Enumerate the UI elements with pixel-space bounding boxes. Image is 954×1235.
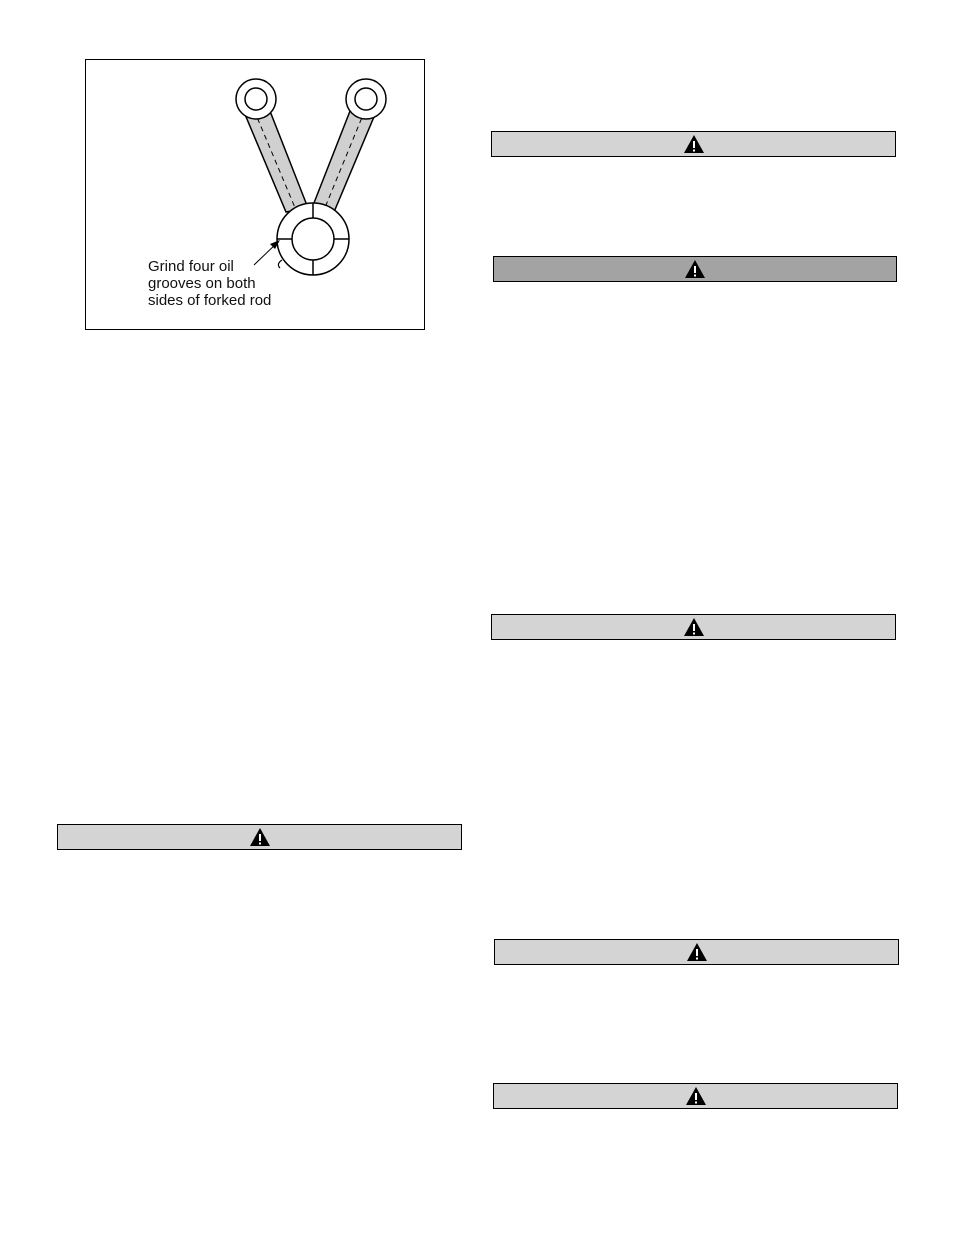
warning-bar-2 [493, 256, 897, 282]
warning-bar-1 [491, 131, 896, 157]
warning-triangle-icon [683, 617, 705, 637]
warning-bar-6 [493, 1083, 898, 1109]
right-rod-eye-inner [355, 88, 377, 110]
rod-big-end-bore [292, 218, 334, 260]
left-rod-eye-inner [245, 88, 267, 110]
warning-triangle-icon [685, 1086, 707, 1106]
left-rod-arm [244, 106, 308, 212]
figure-forked-rod [85, 59, 425, 330]
warning-triangle-icon [683, 134, 705, 154]
warning-bar-3 [491, 614, 896, 640]
figure-callout: Grind four oil grooves on both sides of forked rod [148, 258, 272, 309]
warning-triangle-icon [684, 259, 706, 279]
right-rod-arm [312, 106, 376, 212]
rod-lug [278, 260, 282, 268]
warning-triangle-icon [686, 942, 708, 962]
warning-triangle-icon [249, 827, 271, 847]
warning-bar-5 [494, 939, 899, 965]
warning-bar-4 [57, 824, 462, 850]
